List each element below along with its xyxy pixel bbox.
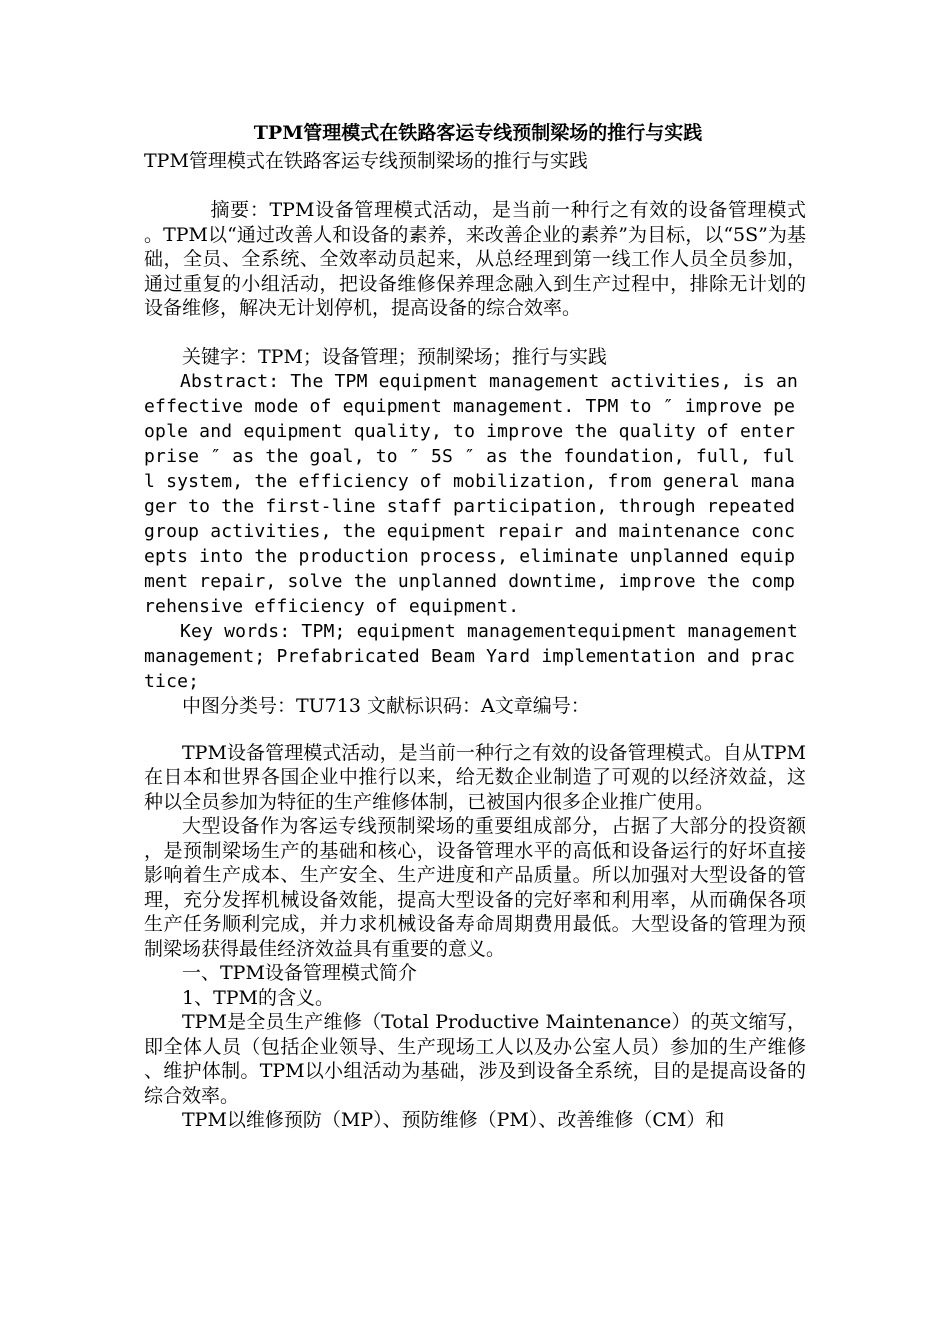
subsection-heading: 1、TPM的含义。 (182, 986, 335, 1009)
body-paragraph: TPM以维修预防（MP）、预防维修（PM）、改善维修（CM）和 (182, 1109, 725, 1131)
section-heading: 一、TPM设备管理模式简介 (182, 962, 417, 984)
document-title: TPM管理模式在铁路客运专线预制梁场的推行与实践 (253, 122, 703, 144)
body-paragraph: TPM是全员生产维修（Total Productive Maintenance）的英文缩写，即全体人员（包括企业领导、生产现场工人以及办公室人员）参加的生产维修、维护体制。TPM以小组活动为基础，涉及到设备全系统，目的是提高设备的综合效率。 (144, 1011, 806, 1107)
classification-line: 中图分类号：TU713 文献标识码：A文章编号： (182, 695, 590, 717)
document-page (144, 118, 806, 1133)
body-paragraph: 大型设备作为客运专线预制梁场的重要组成部分，占据了大部分的投资额，是预制梁场生产的基础和核心，设备管理水平的高低和设备运行的好坏直接影响着生产成本、生产安全、生产进度和产品质量。所以加强对大型设备的管理，充分发挥机械设备效能，提高大型设备的完好率和利用率，从而确保各项生产任务顺利完成，并力求机械设备寿命周期费用最低。大型设备的管理为预制梁场获得最佳经济效益具有重要的意义。 (144, 815, 806, 960)
keywords-english: Key words: TPM; equipment managementequipment management management; Prefabricated Beam Yard implementation and practice; (144, 621, 799, 692)
document-subtitle: TPM管理模式在铁路客运专线预制梁场的推行与实践 (144, 150, 588, 172)
keywords-chinese: 关键字：TPM；设备管理；预制梁场；推行与实践 (182, 345, 607, 368)
abstract-english: Abstract: The TPM equipment management activities, is an effective mode of equipment management. TPM to ″ improve people and equipment quality, to improve the quality of enterprise ″ as the goal, to ″ 5S ″ as the foundation, full, full system, the efficiency of mobilization, from general manager to the first-line staff participation, through repeated group activities, the equipment repair and maintenance concepts into the production process, eliminate unplanned equipment repair, solve the unplanned downtime, improve the comprehensive efficiency of equipment. (144, 371, 799, 617)
abstract-chinese: 摘要：TPM设备管理模式活动，是当前一种行之有效的设备管理模式。TPM以“通过改善人和设备的素养，来改善企业的素养”为目标，以“5S”为基础，全员、全系统、全效率动员起来，从总经理到第一线工作人员全员参加，通过重复的小组活动，把设备维修保养理念融入到生产过程中，排除无计划的设备维修，解决无计划停机，提高设备的综合效率。 (144, 199, 806, 319)
body-paragraph: TPM设备管理模式活动，是当前一种行之有效的设备管理模式。自从TPM在日本和世界各国企业中推行以来，给无数企业制造了可观的以经济效益，这种以全员参加为特征的生产维修体制，已被国内很多企业推广使用。 (144, 741, 806, 813)
